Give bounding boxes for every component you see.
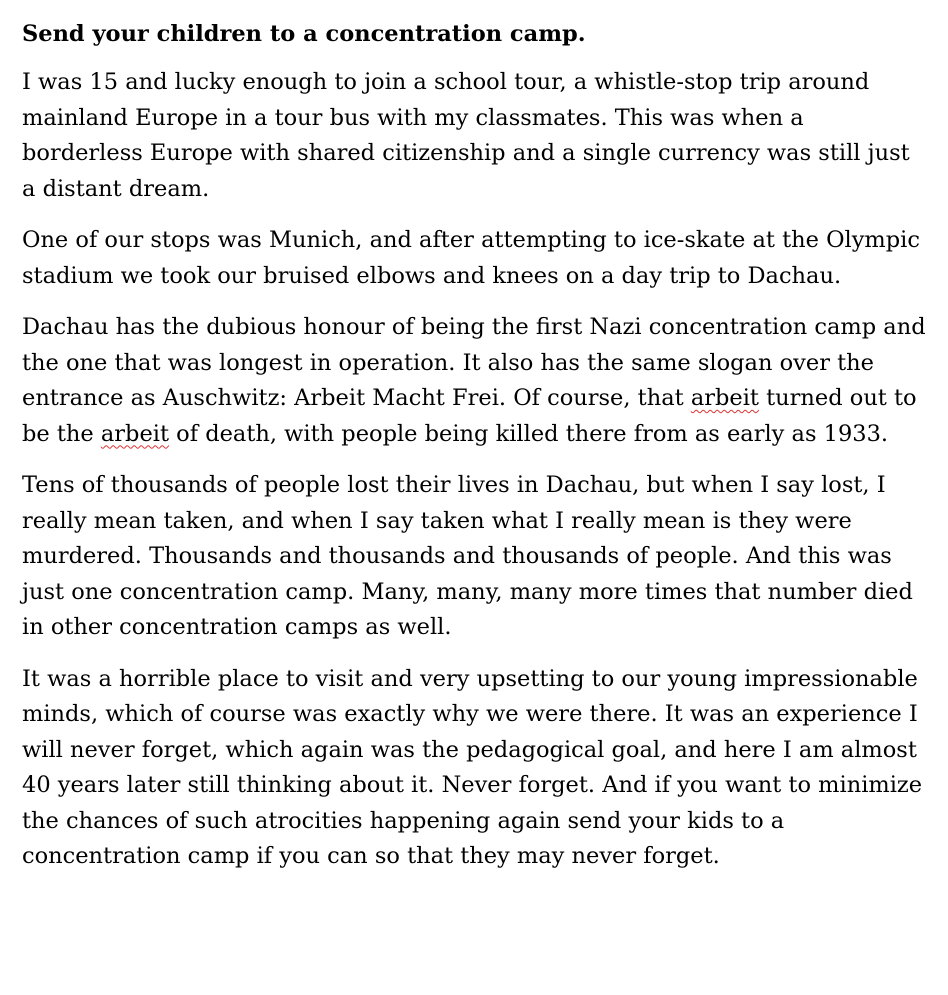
paragraph-dachau-text-c: of death, with people being killed there from as early as 1933. bbox=[169, 420, 889, 447]
document-body bbox=[22, 14, 926, 875]
paragraph-school-tour: I was 15 and lucky enough to join a school tour, a whistle-stop trip around mainland Europe in a tour bus with my classmates. This was when a borderless Europe with shared citizenship and a single currency was still just a distant dream. bbox=[22, 69, 910, 202]
paragraph-munich: One of our stops was Munich, and after attempting to ice-skate at the Olympic stadium we took our bruised elbows and knees on a day trip to Dachau. bbox=[22, 227, 920, 289]
document-title: Send your children to a concentration camp. bbox=[22, 21, 586, 47]
paragraph-dachau-text-b: turned out to be the bbox=[22, 385, 917, 447]
paragraph-dachau bbox=[22, 310, 926, 452]
paragraph-dachau-text-a: Dachau has the dubious honour of being the first Nazi concentration camp and the one that was longest in operation. It also has the same slogan over the entrance as Auschwitz: Arbeit Macht Frei. Of course, that bbox=[22, 314, 926, 411]
misspelled-word-arbeit[interactable]: arbeit bbox=[100, 420, 170, 447]
paragraph-lives-lost: Tens of thousands of people lost their lives in Dachau, but when I say lost, I really mean taken, and when I say taken what I really mean is they were murdered. Thousands and thousands and thousands of people. And this was just one concentration camp. Many, many, many more times that number died in other concentration camps as well. bbox=[22, 472, 913, 640]
misspelled-word-arbeit[interactable]: arbeit bbox=[690, 385, 759, 411]
paragraph-never-forget: It was a horrible place to visit and very upsetting to our young impressionable minds, which of course was exactly why we were there. It was an experience I will never forget, which again was the pedagogical goal, and here I am almost 40 years later still thinking about it. Never forget. And if you want to minimize the chances of such atrocities happening again send your kids to a concentration camp if you can so that they may never forget. bbox=[22, 665, 923, 869]
